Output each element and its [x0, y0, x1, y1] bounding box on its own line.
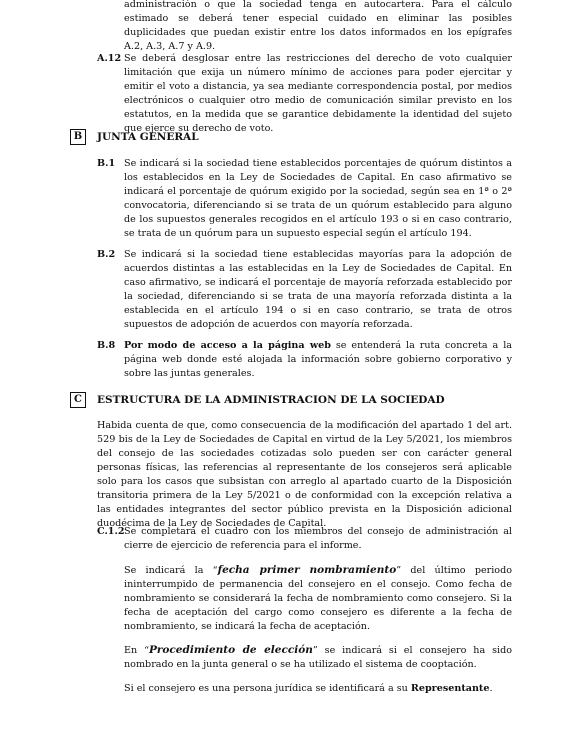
c12-fecha-after: ” del último periodo ininterrumpido de permanencia del consejero en el consejo. Como fecha de nombramiento se considerará la fecha de nombramiento como consejero. Si la fecha de aceptación del cargo como consejero es diferente a la fecha de nombramiento, se indicará la fecha de aceptación.	[124, 565, 512, 632]
b2-paragraph: Se indicará si la sociedad tiene establecidas mayorías para la adopción de acuerdos distintas a las establecidas en la Ley de Sociedades de Capital. En caso afirmativo, se indicará el porcentaje de mayoría reforzada establecido por la sociedad, diferenciando si se trata de una mayoría reforzada distinta a la establecida en el artículo 194 o si en caso contrario, se trata de otros supuestos de adopción de acuerdos con mayoría reforzada.	[124, 249, 512, 330]
b8-lead: Por modo de acceso a la página web	[124, 340, 331, 351]
c12-code: C.1.2	[97, 526, 125, 537]
c12-paragraph: Se completará el cuadro con los miembros del consejo de administración al cierre de ejercicio de referencia para el informe.	[124, 526, 512, 551]
procedimiento-eleccion-term: Procedimiento de elección	[148, 644, 313, 656]
section-c-intro: Habida cuenta de que, como consecuencia de la modificación del apartado 1 del art. 529 bis de la Ley de Sociedades de Capital en virtud de la Ley 5/2021, los miembros del consejo de las sociedades cotizadas solo pueden ser con carácter general personas físicas, las referencias al representante de los consejeros será aplicable solo para los casos que subsistan con arreglo al apartado cuarto de la Disposición transitoria primera de la Ley 5/2021 o de conformidad con la excepción relativa a las entidades integrantes del sector público prevista en la Disposición adicional duodécima de la Ley de Sociedades de Capital.	[97, 420, 512, 529]
c12-procedimiento-after: ” se indicará si el consejero ha sido nombrado en la junta general o se ha utilizado el sistema de cooptación.	[124, 645, 512, 670]
section-b-box: B	[70, 129, 86, 145]
intro-paragraph: administración o que la sociedad tenga en autocartera. Para el cálculo estimado se deberá tener especial cuidado en eliminar las posibles duplicidades que puedan existir entre los datos informados en los epígrafes A.2, A.3, A.7 y A.9.	[124, 0, 512, 52]
c12-procedimiento-paragraph	[124, 643, 512, 672]
fecha-primer-nombramiento-term: fecha primer nombramiento	[217, 564, 397, 576]
b8-text: se entenderá la ruta concreta a la página web donde esté alojada la información sobre gobierno corporativo y sobre las juntas generales.	[124, 340, 512, 379]
c12-fecha-paragraph	[124, 563, 512, 634]
section-b-title: JUNTA GENERAL	[97, 131, 199, 143]
a12-paragraph: Se deberá desglosar entre las restricciones del derecho de voto cualquier limitación que exija un número mínimo de acciones para poder ejercitar y emitir el voto a distancia, ya sea mediante correspondencia postal, por medios electrónicos o cualquier otro medio de comunicación similar previsto en los estatutos, en la medida que se garantice debidamente la identidad del sujeto que ejerce su derecho de voto.	[124, 53, 512, 134]
b1-code: B.1	[97, 158, 116, 169]
b2-code: B.2	[97, 249, 116, 260]
c12-fecha-before: Se indicará la “	[124, 565, 218, 576]
b8-code: B.8	[97, 340, 116, 351]
c12-representante-before: Si el consejero es una persona jurídica se identificará a su	[124, 683, 411, 694]
c12-representante-paragraph	[124, 682, 512, 696]
a12-code: A.12	[97, 53, 122, 64]
section-c-box: C	[70, 392, 86, 408]
section-c-title: ESTRUCTURA DE LA ADMINISTRACION DE LA SOCIEDAD	[97, 394, 445, 406]
b8-paragraph	[124, 339, 512, 381]
b1-paragraph: Se indicará si la sociedad tiene establecidos porcentajes de quórum distintos a los establecidos en la Ley de Sociedades de Capital. En caso afirmativo se indicará el porcentaje de quórum exigido por la sociedad, según sea en 1ª o 2ª convocatoria, diferenciando si se trata de un quórum establecido para alguno de los supuestos generales recogidos en el artículo 193 o si en caso contrario, se trata de un quórum para un supuesto especial según el artículo 194.	[124, 158, 512, 239]
c12-representante-after: .	[489, 683, 493, 694]
representante-term: Representante	[410, 683, 490, 694]
c12-procedimiento-before: En “	[124, 645, 149, 656]
